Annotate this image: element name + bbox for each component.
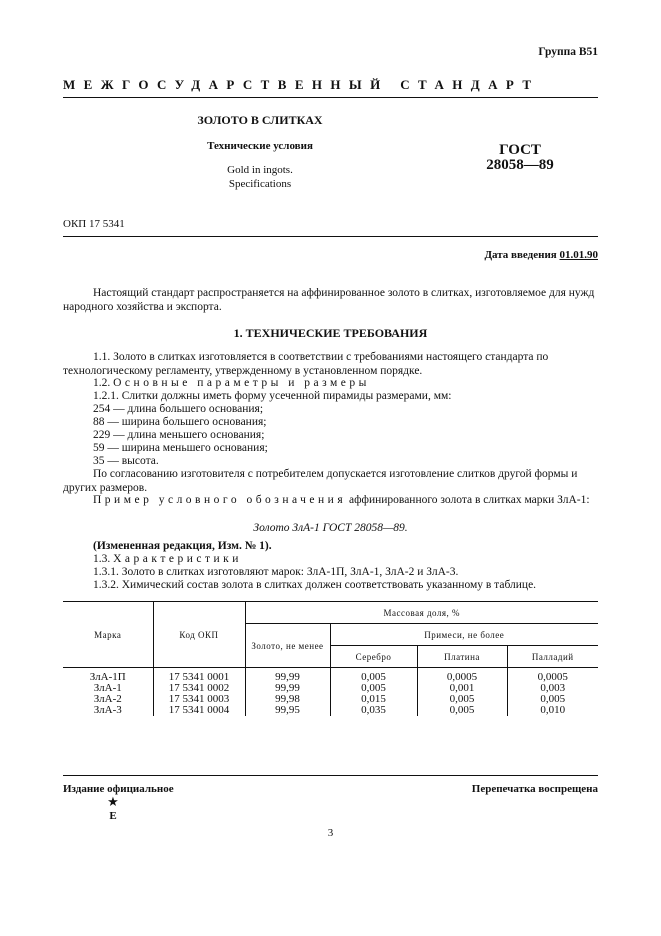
date-label: Дата введения [484, 249, 557, 261]
cell-silver: 0,005 [330, 668, 417, 684]
dimension-line: 59 — ширина меньшего основания; [93, 442, 268, 454]
clause-1-3-1: 1.3.1. Золото в слитках изготовляют марок: ЗлА-1П, ЗлА-1, ЗлА-2 и ЗлА-3. [93, 566, 459, 578]
table-row [63, 705, 598, 716]
header-gold: Золото, не менее [245, 624, 330, 668]
header-okp: Код ОКП [153, 602, 245, 668]
gost-designation [470, 143, 570, 173]
clause-1-3-title: Характеристики [113, 553, 242, 565]
standard-type: МЕЖГОСУДАРСТВЕННЫЙ СТАНДАРТ [63, 77, 540, 92]
cell-platinum: 0,005 [417, 705, 507, 716]
section-heading: 1. ТЕХНИЧЕСКИЕ ТРЕБОВАНИЯ [233, 326, 428, 340]
group-code: Группа В51 [538, 46, 598, 58]
cell-silver: 0,015 [330, 694, 417, 705]
header-palladium: Палладий [507, 646, 598, 668]
star-icon: ★ [107, 794, 119, 809]
table-row [63, 683, 598, 694]
clause-1-2-number: 1.2. [93, 377, 111, 389]
dimension-line: 254 — длина большего основания; [93, 403, 264, 415]
effective-date [484, 249, 598, 261]
table-row [63, 668, 598, 684]
cell-palladium: 0,0005 [507, 668, 598, 684]
header-silver: Серебро [330, 646, 417, 668]
cell-palladium: 0,010 [507, 705, 598, 716]
okp-code: ОКП 17 5341 [63, 218, 125, 230]
header-mass-fraction: Массовая доля, % [245, 602, 598, 624]
reprint-note: Перепечатка воспрещена [471, 783, 598, 795]
table-row [63, 694, 598, 705]
cell-grade: ЗлА-1 [63, 683, 153, 694]
cell-platinum: 0,005 [417, 694, 507, 705]
clause-1-2-title: Основные параметры и размеры [113, 377, 370, 389]
example-paragraph [63, 493, 598, 507]
document-subtitle: Технические условия [207, 140, 313, 152]
subtitle-english: Specifications [228, 178, 292, 190]
gost-label: ГОСТ [499, 142, 541, 158]
cell-gold: 99,99 [245, 683, 330, 694]
cell-grade: ЗлА-1П [63, 668, 153, 684]
title-english: Gold in ingots. [227, 164, 293, 176]
date-value: 01.01.90 [559, 249, 598, 261]
clause-1-3-number: 1.3. [93, 553, 111, 565]
edition-mark: Е [109, 810, 117, 822]
cell-okp: 17 5341 0002 [153, 683, 245, 694]
clause-1-2 [63, 376, 598, 390]
clause-1-1: 1.1. Золото в слитках изготовляется в соответствии с требованиями настоящего стандарта по технологическому регламенту, утвержденному в установленном порядке. [63, 351, 549, 377]
cell-okp: 17 5341 0004 [153, 705, 245, 716]
agreement-paragraph: По согласованию изготовителя с потребителем допускается изготовление слитков другой формы и других размеров. [63, 468, 578, 494]
example-text: аффинированного золота в слитках марки ЗлА-1: [349, 494, 590, 506]
dimension-line: 229 — длина меньшего основания; [93, 429, 265, 441]
cell-okp: 17 5341 0003 [153, 694, 245, 705]
cell-platinum: 0,0005 [417, 668, 507, 684]
document-title: ЗОЛОТО В СЛИТКАХ [197, 113, 323, 127]
bottom-rule [63, 775, 598, 776]
cell-okp: 17 5341 0001 [153, 668, 245, 684]
clause-1-2-1: 1.2.1. Слитки должны иметь форму усеченной пирамиды размерами, мм: [93, 390, 452, 402]
header-impurities: Примеси, не более [330, 624, 598, 646]
cell-palladium: 0,005 [507, 694, 598, 705]
page-number: 3 [327, 827, 334, 839]
cell-palladium: 0,003 [507, 683, 598, 694]
amended-note: (Измененная редакция, Изм. № 1). [93, 540, 272, 552]
cell-gold: 99,99 [245, 668, 330, 684]
clause-1-3-2: 1.3.2. Химический состав золота в слитках должен соответствовать указанному в таблице. [93, 579, 537, 591]
edition-note: Издание официальное [63, 783, 174, 795]
intro-paragraph: Настоящий стандарт распространяется на аффинированное золото в слитках, изготовляемое для нужд народного хозяйства и экспорта. [63, 287, 595, 313]
clause-1-3 [63, 552, 598, 566]
cell-gold: 99,98 [245, 694, 330, 705]
cell-gold: 99,95 [245, 705, 330, 716]
dimension-line: 88 — ширина большего основания; [93, 416, 267, 428]
middle-rule [63, 236, 598, 237]
chemical-composition-table [63, 601, 598, 716]
cell-grade: ЗлА-3 [63, 705, 153, 716]
header-grade: Марка [63, 602, 153, 668]
example-title: Пример условного обозначения [93, 494, 347, 506]
cell-silver: 0,035 [330, 705, 417, 716]
dimension-line: 35 — высота. [93, 455, 159, 467]
gost-number: 28058—89 [486, 157, 554, 173]
cell-grade: ЗлА-2 [63, 694, 153, 705]
top-rule [63, 97, 598, 98]
cell-silver: 0,005 [330, 683, 417, 694]
cell-platinum: 0,001 [417, 683, 507, 694]
example-value: Золото ЗлА-1 ГОСТ 28058—89. [253, 522, 408, 534]
header-platinum: Платина [417, 646, 507, 668]
